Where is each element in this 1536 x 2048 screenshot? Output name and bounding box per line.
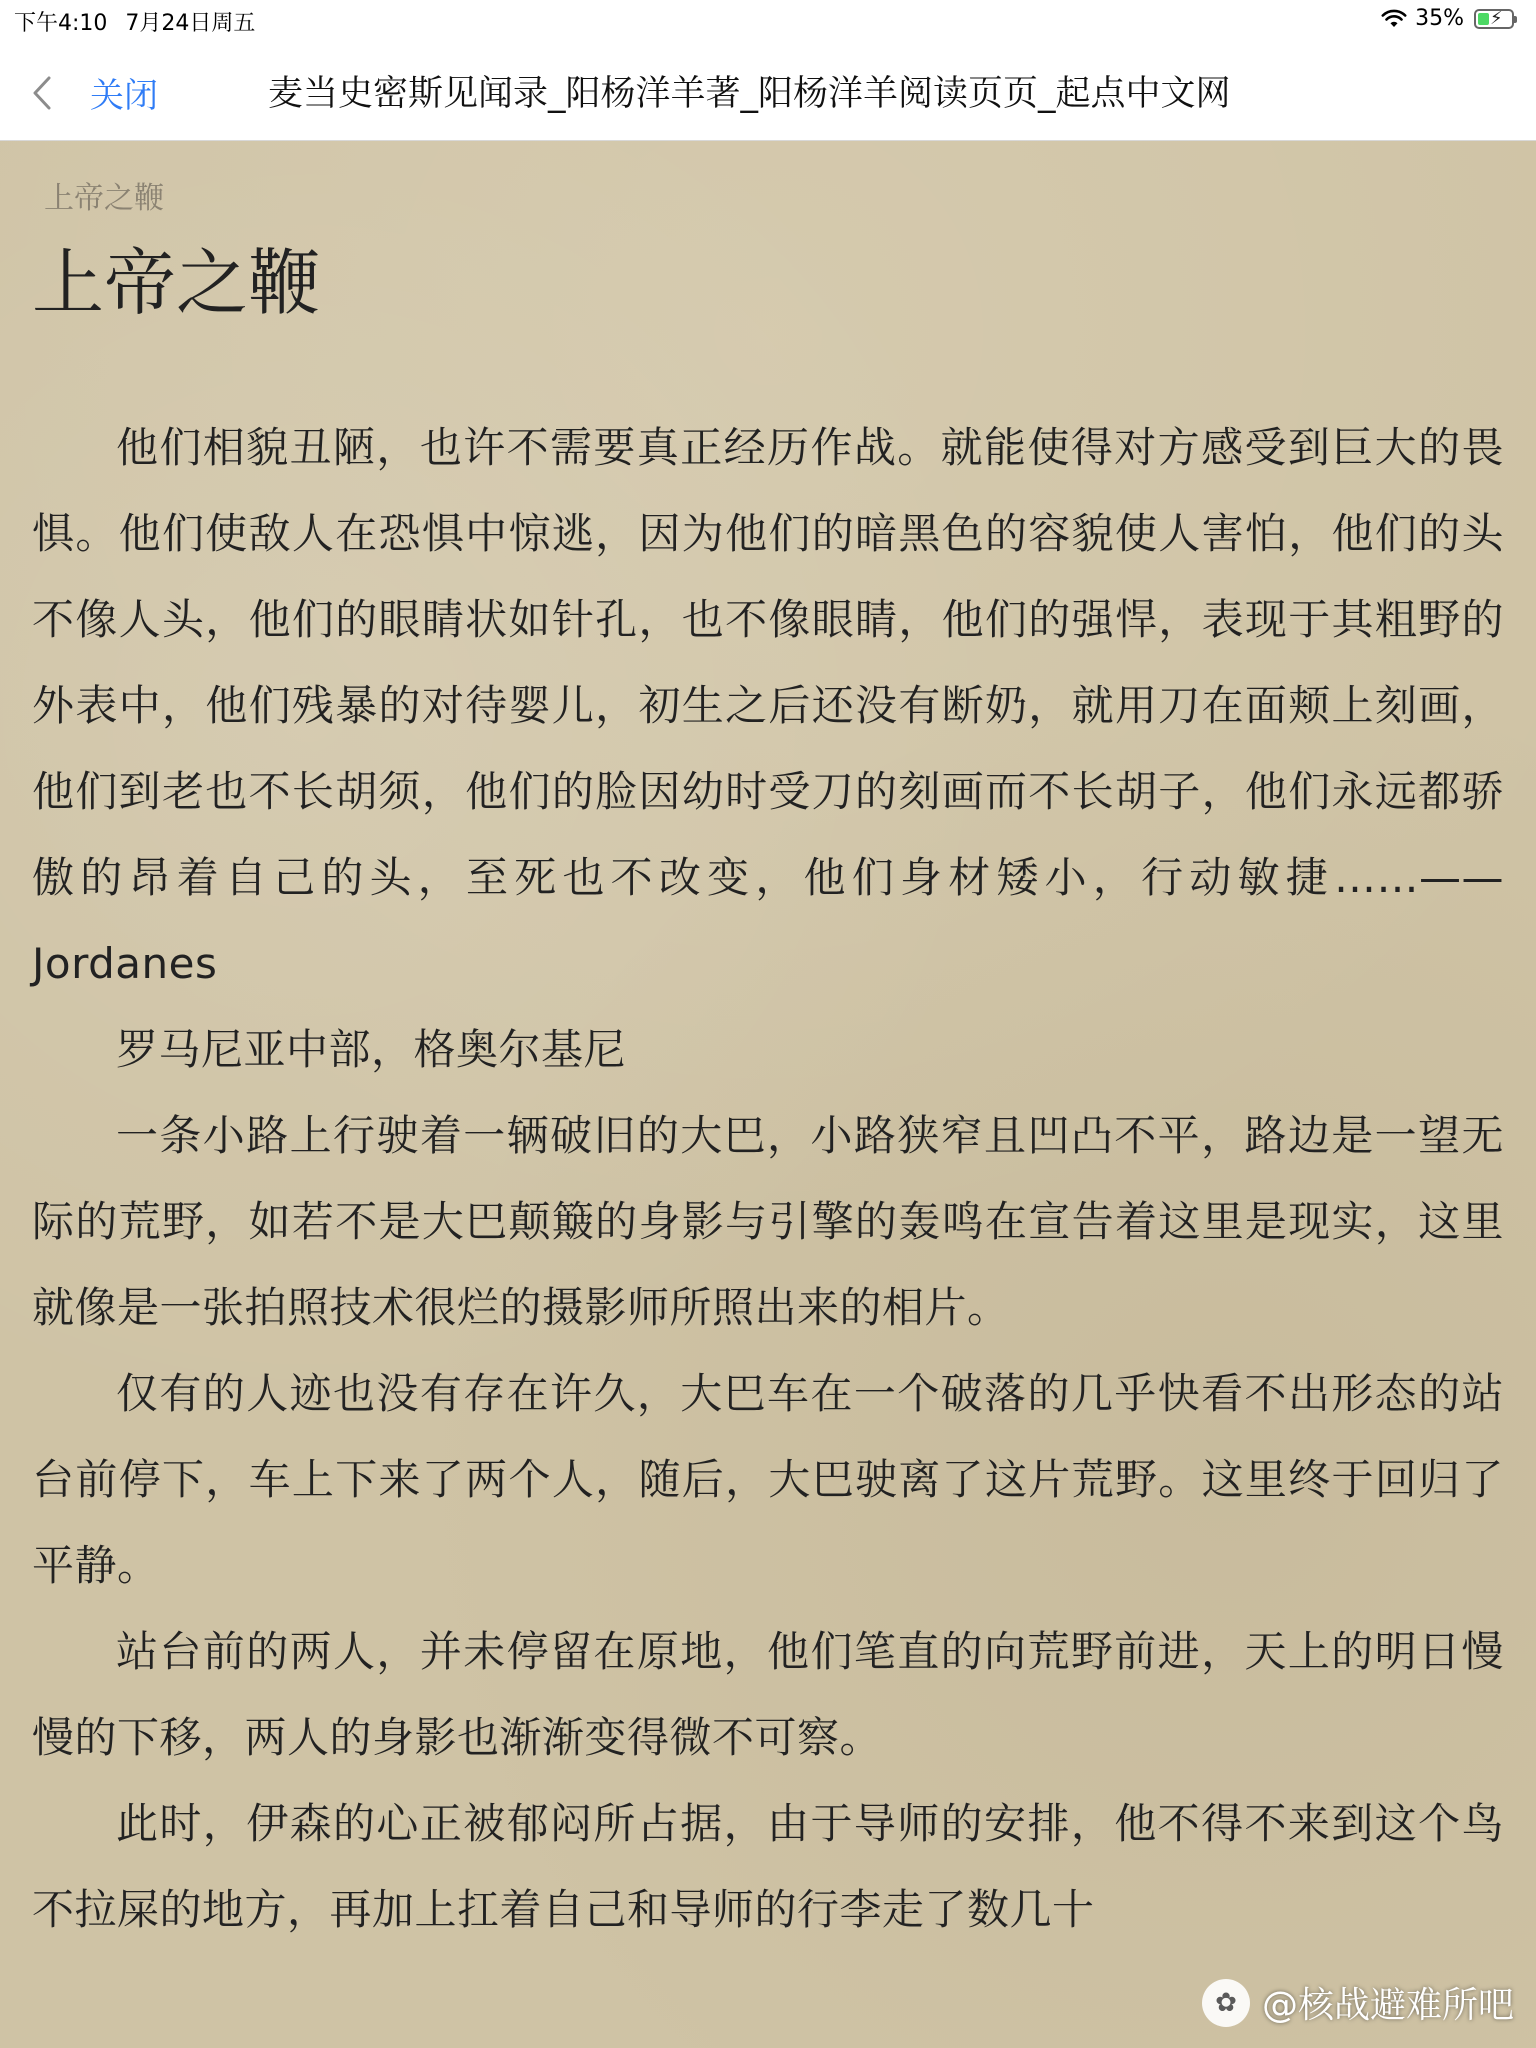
chapter-title: 上帝之鞭	[32, 241, 321, 325]
status-left	[14, 6, 255, 37]
paragraph-5: 站台前的两人，并未停留在原地，他们笔直的向荒野前进，天上的明日慢慢的下移，两人的身影也渐渐变得微不可察。	[32, 1627, 1504, 1762]
paragraph-1: 他们相貌丑陋，也许不需要真正经历作战。就能使得对方感受到巨大的畏惧。他们使敌人在恐惧中惊逃，因为他们的暗黑色的容貌使人害怕，他们的头不像人头，他们的眼睛状如针孔，也不像眼睛，他们的强悍，表现于其粗野的外表中，他们残暴的对待婴儿，初生之后还没有断奶，就用刀在面颊上刻画，他们到老也不长胡须，他们的脸因幼时受刀的刻画而不长胡子，他们永远都骄傲的昂着自己的头，至死也不改变，他们身材矮小，行动敏捷……——Jordanes	[32, 423, 1504, 988]
status-date: 7月24日周五	[125, 11, 256, 36]
paw-icon: ✿	[1202, 1979, 1250, 2027]
wifi-icon	[1381, 9, 1407, 29]
watermark	[1202, 1977, 1514, 2028]
paragraph-4: 仅有的人迹也没有存在许久，大巴车在一个破落的几乎快看不出形态的站台前停下，车上下来了两个人，随后，大巴驶离了这片荒野。这里终于回归了平静。	[32, 1369, 1504, 1590]
status-bar	[0, 0, 1536, 40]
status-time: 下午4:10	[14, 11, 108, 36]
paragraph-2: 罗马尼亚中部，格奥尔基尼	[116, 1025, 627, 1074]
paragraph-3: 一条小路上行驶着一辆破旧的大巴，小路狭窄且凹凸不平，路边是一望无际的荒野，如若不是大巴颠簸的身影与引擎的轰鸣在宣告着这里是现实，这里就像是一张拍照技术很烂的摄影师所照出来的相片。	[32, 1111, 1504, 1332]
page-title: 麦当史密斯见闻录_阳杨洋羊著_阳杨洋羊阅读页页_起点中文网	[268, 74, 1231, 114]
reading-page[interactable]	[0, 141, 1536, 2048]
chapter-breadcrumb: 上帝之鞭	[44, 181, 164, 216]
charging-bolt-icon: ⚡	[1490, 7, 1503, 29]
watermark-text: @核战避难所吧	[1261, 1985, 1514, 2026]
battery-percent: 35%	[1415, 6, 1464, 31]
status-right	[1381, 6, 1514, 31]
battery-charging-icon	[1474, 9, 1514, 29]
chapter-body	[32, 405, 1504, 1953]
battery-level-fill	[1478, 13, 1489, 25]
chevron-left-icon[interactable]	[32, 75, 52, 111]
close-button[interactable]	[32, 68, 158, 117]
navigation-bar	[0, 40, 1536, 141]
close-label[interactable]: 关闭	[90, 76, 158, 116]
paragraph-6: 此时，伊森的心正被郁闷所占据，由于导师的安排，他不得不来到这个鸟不拉屎的地方，再加上扛着自己和导师的行李走了数几十	[32, 1799, 1504, 1934]
